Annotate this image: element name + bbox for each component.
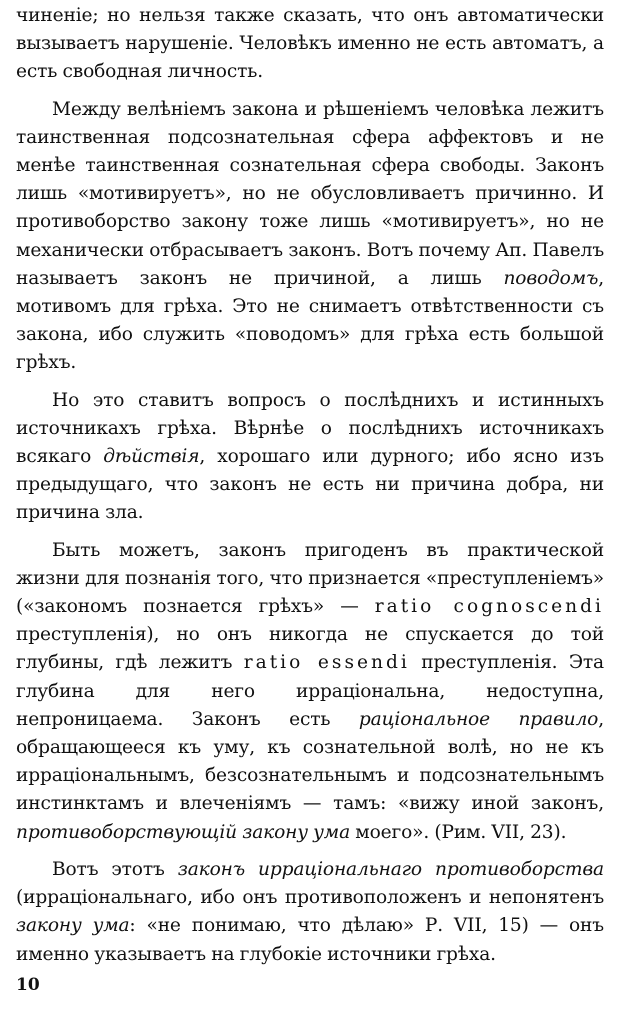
italic-phrase: законъ ирраціональнаго противоборства: [177, 858, 604, 880]
italic-phrase: противоборствующій закону ума: [16, 821, 351, 843]
text-run: чиненіе; но нельзя также сказать, что онъ автоматически вызываетъ нарушеніе. Человѣкъ именно не есть автоматъ, а есть свободная личность.: [16, 5, 604, 83]
paragraph: [16, 96, 604, 378]
text-run: Но это ставитъ вопросъ о послѣднихъ и истинныхъ источникахъ грѣха. Вѣрнѣе о послѣднихъ источникахъ всякаго: [16, 389, 604, 468]
italic-phrase: закону ума: [16, 915, 130, 937]
text-run: , мотивомъ для грѣха. Это не снимаетъ отвѣтственности съ закона, ибо служить «поводомъ» для грѣха есть большой грѣхъ.: [16, 267, 604, 374]
text-run: моего». (Рим. VII, 23).: [350, 821, 567, 843]
body-text: [16, 2, 604, 969]
italic-phrase: раціональное правило: [358, 708, 599, 730]
italic-phrase: дѣйствія: [103, 446, 200, 468]
text-run: : «не понимаю, что дѣлаю» Р. VII, 15) — онъ именно указываетъ на глубокіе источники грѣха.: [16, 915, 604, 965]
spaced-latin-phrase: ratio cognoscendi: [374, 596, 604, 618]
paragraph: [16, 856, 604, 969]
text-run: Вотъ этотъ: [52, 858, 178, 880]
paragraph: [16, 387, 604, 528]
spaced-latin-phrase: ratio essendi: [243, 652, 410, 674]
paragraph: [16, 537, 604, 847]
text-run: Быть можетъ, законъ пригоденъ въ практической жизни для познанія того, что признается «преступленіемъ» («закономъ познается грѣхъ» —: [16, 539, 604, 618]
text-run: преступленія. Эта глубина для него ирраціональна, недоступна, непроницаема. Законъ есть: [16, 652, 604, 730]
text-run: , обращающееся къ уму, къ сознательной волѣ, но не къ ирраціональнымъ, безсознательнымъ и подсознательнымъ инстинктамъ и влеченіямъ — тамъ: «вижу иной законъ,: [16, 708, 604, 815]
italic-phrase: поводомъ: [503, 267, 599, 289]
text-run: Между велѣніемъ закона и рѣшеніемъ человѣка лежитъ таинственная подсознательная сфера аффектовъ и не менѣе таинственная сознательная сфера свободы. Законъ лишь «мотивируетъ», но не обусловливаетъ причинно. И противоборство закону тоже лишь «мотивируетъ», но не механически отбрасываетъ законъ. Вотъ почему Ап. Павелъ называетъ законъ не причиной, а лишь: [16, 98, 604, 289]
text-run: преступленія), но онъ никогда не спускается до той глубины, гдѣ лежитъ: [16, 624, 604, 674]
page-number: 10: [16, 975, 40, 995]
paragraph: [16, 2, 604, 87]
text-run: , хорошаго или дурного; ибо ясно изъ предыдущаго, что законъ не есть ни причина добра, ни причина зла.: [16, 446, 604, 524]
text-run: (ирраціональнаго, ибо онъ противоположенъ и непонятенъ: [16, 887, 604, 909]
